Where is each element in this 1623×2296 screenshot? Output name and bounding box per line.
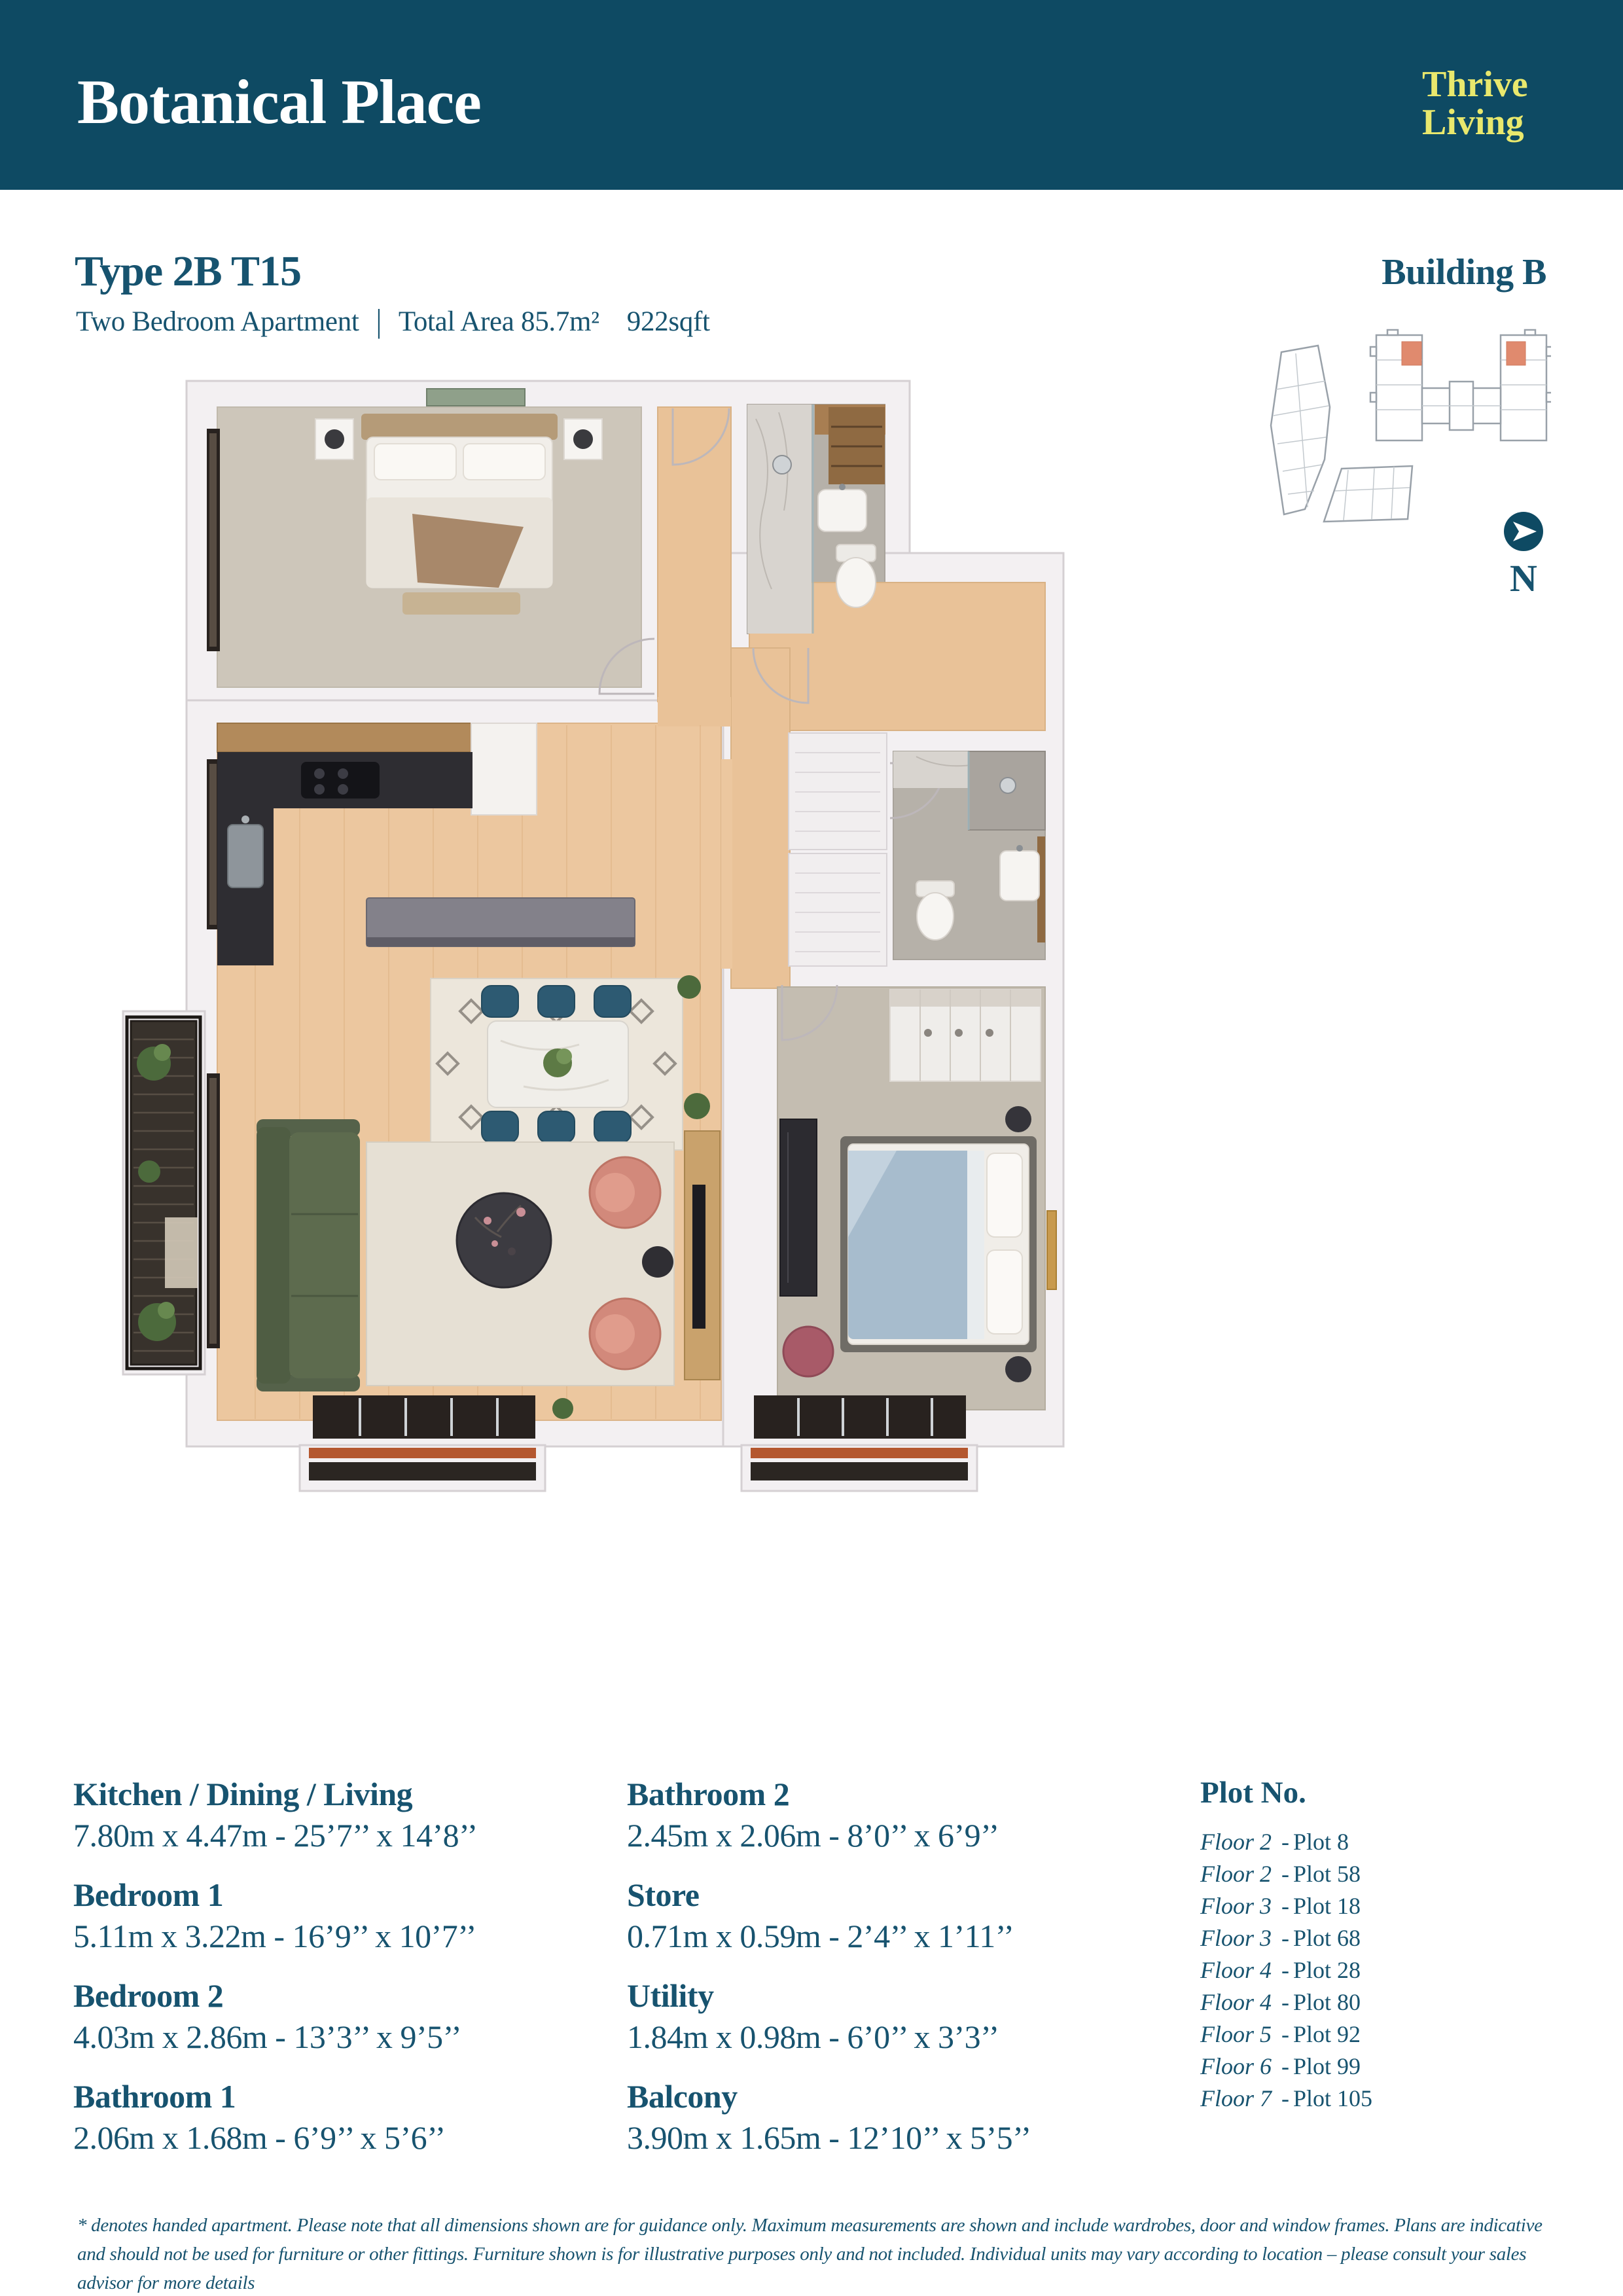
- room-name: Utility: [627, 1977, 714, 2014]
- toilet: [917, 893, 954, 940]
- plant: [677, 975, 701, 999]
- floorplan-render: [105, 367, 1073, 1518]
- bedside-table: [1005, 1356, 1031, 1382]
- room-name: Bedroom 1: [73, 1876, 224, 1913]
- plot-item: Floor 2 - Plot 8: [1200, 1829, 1349, 1855]
- window-bedroom2-front: [754, 1395, 966, 1439]
- bed-1: [361, 414, 558, 615]
- room-name: Bathroom 2: [627, 1776, 790, 1812]
- sink: [1000, 851, 1039, 901]
- site-plan-minimap: [1257, 327, 1551, 524]
- north-label: N: [1510, 557, 1537, 596]
- fridge-unit: [471, 723, 537, 815]
- room-name: Balcony: [627, 2078, 738, 2115]
- room-size: 2.06m x 1.68m - 6’9’’ x 5’6’’: [73, 2119, 446, 2156]
- room-size: 0.71m x 0.59m - 2’4’’ x 1’11’’: [627, 1918, 1014, 1954]
- balcony-plant: [138, 1160, 160, 1183]
- plot-item: Floor 6 - Plot 99: [1200, 2053, 1361, 2079]
- plot-item: Floor 4 - Plot 80: [1200, 1989, 1361, 2015]
- highlighted-unit-left: [1402, 342, 1421, 365]
- tv: [692, 1185, 705, 1329]
- plot-item: Floor 5 - Plot 92: [1200, 2021, 1361, 2047]
- room-dining: [431, 975, 701, 1150]
- bedside-table: [1005, 1106, 1031, 1132]
- sink: [818, 490, 866, 531]
- header-band: [0, 0, 1623, 190]
- unit-type-title: Type 2B T15: [75, 247, 301, 295]
- brand-line-1: Thrive: [1422, 64, 1528, 105]
- room-name: Store: [627, 1876, 700, 1913]
- unit-subtitle: [76, 304, 710, 340]
- dimensions-column-middle: [627, 1778, 1031, 2181]
- kitchen-sink: [228, 825, 263, 888]
- room-living: [257, 1093, 720, 1419]
- plot-list-title: Plot No.: [1200, 1776, 1306, 1810]
- balcony: [127, 1017, 200, 1369]
- closets: [789, 733, 887, 966]
- lamp: [573, 429, 593, 449]
- room-size: 4.03m x 2.86m - 13’3’’ x 9’5’’: [73, 2018, 462, 2055]
- room-size: 7.80m x 4.47m - 25’7’’ x 14’8’’: [73, 1817, 478, 1854]
- tall-unit: [780, 1119, 817, 1296]
- side-table: [642, 1246, 673, 1278]
- bed-2: [840, 1136, 1037, 1352]
- plot-item: Floor 2 - Plot 58: [1200, 1861, 1361, 1887]
- brand-logo: [1422, 65, 1528, 141]
- unit-area-sqft: 922sqft: [626, 306, 710, 337]
- coffee-table: [457, 1193, 551, 1287]
- unit-area: Total Area 85.7m²: [398, 306, 599, 337]
- accent-chair: [783, 1327, 833, 1376]
- armchair: [590, 1299, 660, 1369]
- brand-line-2: Living: [1422, 102, 1524, 143]
- plot-item: Floor 3 - Plot 68: [1200, 1925, 1361, 1951]
- siteplan-building-small: [1324, 466, 1412, 522]
- plant: [684, 1093, 710, 1119]
- room-name: Bedroom 2: [73, 1977, 224, 2014]
- toilet: [836, 558, 876, 607]
- building-label: Building B: [1382, 252, 1546, 293]
- north-indicator: [1499, 507, 1551, 596]
- siteplan-building-left: [1271, 346, 1330, 514]
- armchair: [590, 1157, 660, 1228]
- sofa: [257, 1119, 360, 1391]
- plant: [552, 1398, 573, 1419]
- page-title: Botanical Place: [77, 67, 481, 137]
- room-name: Kitchen / Dining / Living: [73, 1776, 413, 1812]
- wall-art-bedroom1: [427, 389, 525, 406]
- unit-description: Two Bedroom Apartment: [76, 306, 359, 337]
- lamp: [325, 429, 344, 449]
- subtitle-divider: |: [376, 304, 382, 340]
- room-size: 5.11m x 3.22m - 16’9’’ x 10’7’’: [73, 1918, 476, 1954]
- disclaimer-text: * denotes handed apartment. Please note that all dimensions shown are for guidance only. Maximum measurements are shown and include wardrobes, door and window frames. Plans are indicative and should not be used for furniture or other fittings. Furniture shown is for illustrative purposes only and not included. Individual units may vary according to location – please consult your sales advisor for more details: [77, 2215, 1543, 2294]
- room-name: Bathroom 1: [73, 2078, 236, 2115]
- room-size: 3.90m x 1.65m - 12’10’’ x 5’5’’: [627, 2119, 1031, 2156]
- plot-list: [1200, 1778, 1372, 2119]
- siteplan-building-b: [1370, 330, 1551, 440]
- dimensions-column-left: [73, 1778, 478, 2181]
- room-size: 1.84m x 0.98m - 6’0’’ x 3’3’’: [627, 2018, 999, 2055]
- shower-head: [773, 456, 791, 474]
- highlighted-unit-right: [1507, 342, 1525, 365]
- exterior-sills: [309, 1448, 968, 1480]
- plot-item: Floor 7 - Plot 105: [1200, 2085, 1373, 2111]
- balcony-mat: [165, 1217, 198, 1288]
- room-size: 2.45m x 2.06m - 8’0’’ x 6’9’’: [627, 1817, 999, 1854]
- window-living-front: [313, 1395, 535, 1439]
- plot-item: Floor 3 - Plot 18: [1200, 1893, 1361, 1919]
- store-closet: [789, 853, 887, 966]
- plot-item: Floor 4 - Plot 28: [1200, 1957, 1361, 1983]
- wall-art-bedroom2: [1047, 1211, 1056, 1289]
